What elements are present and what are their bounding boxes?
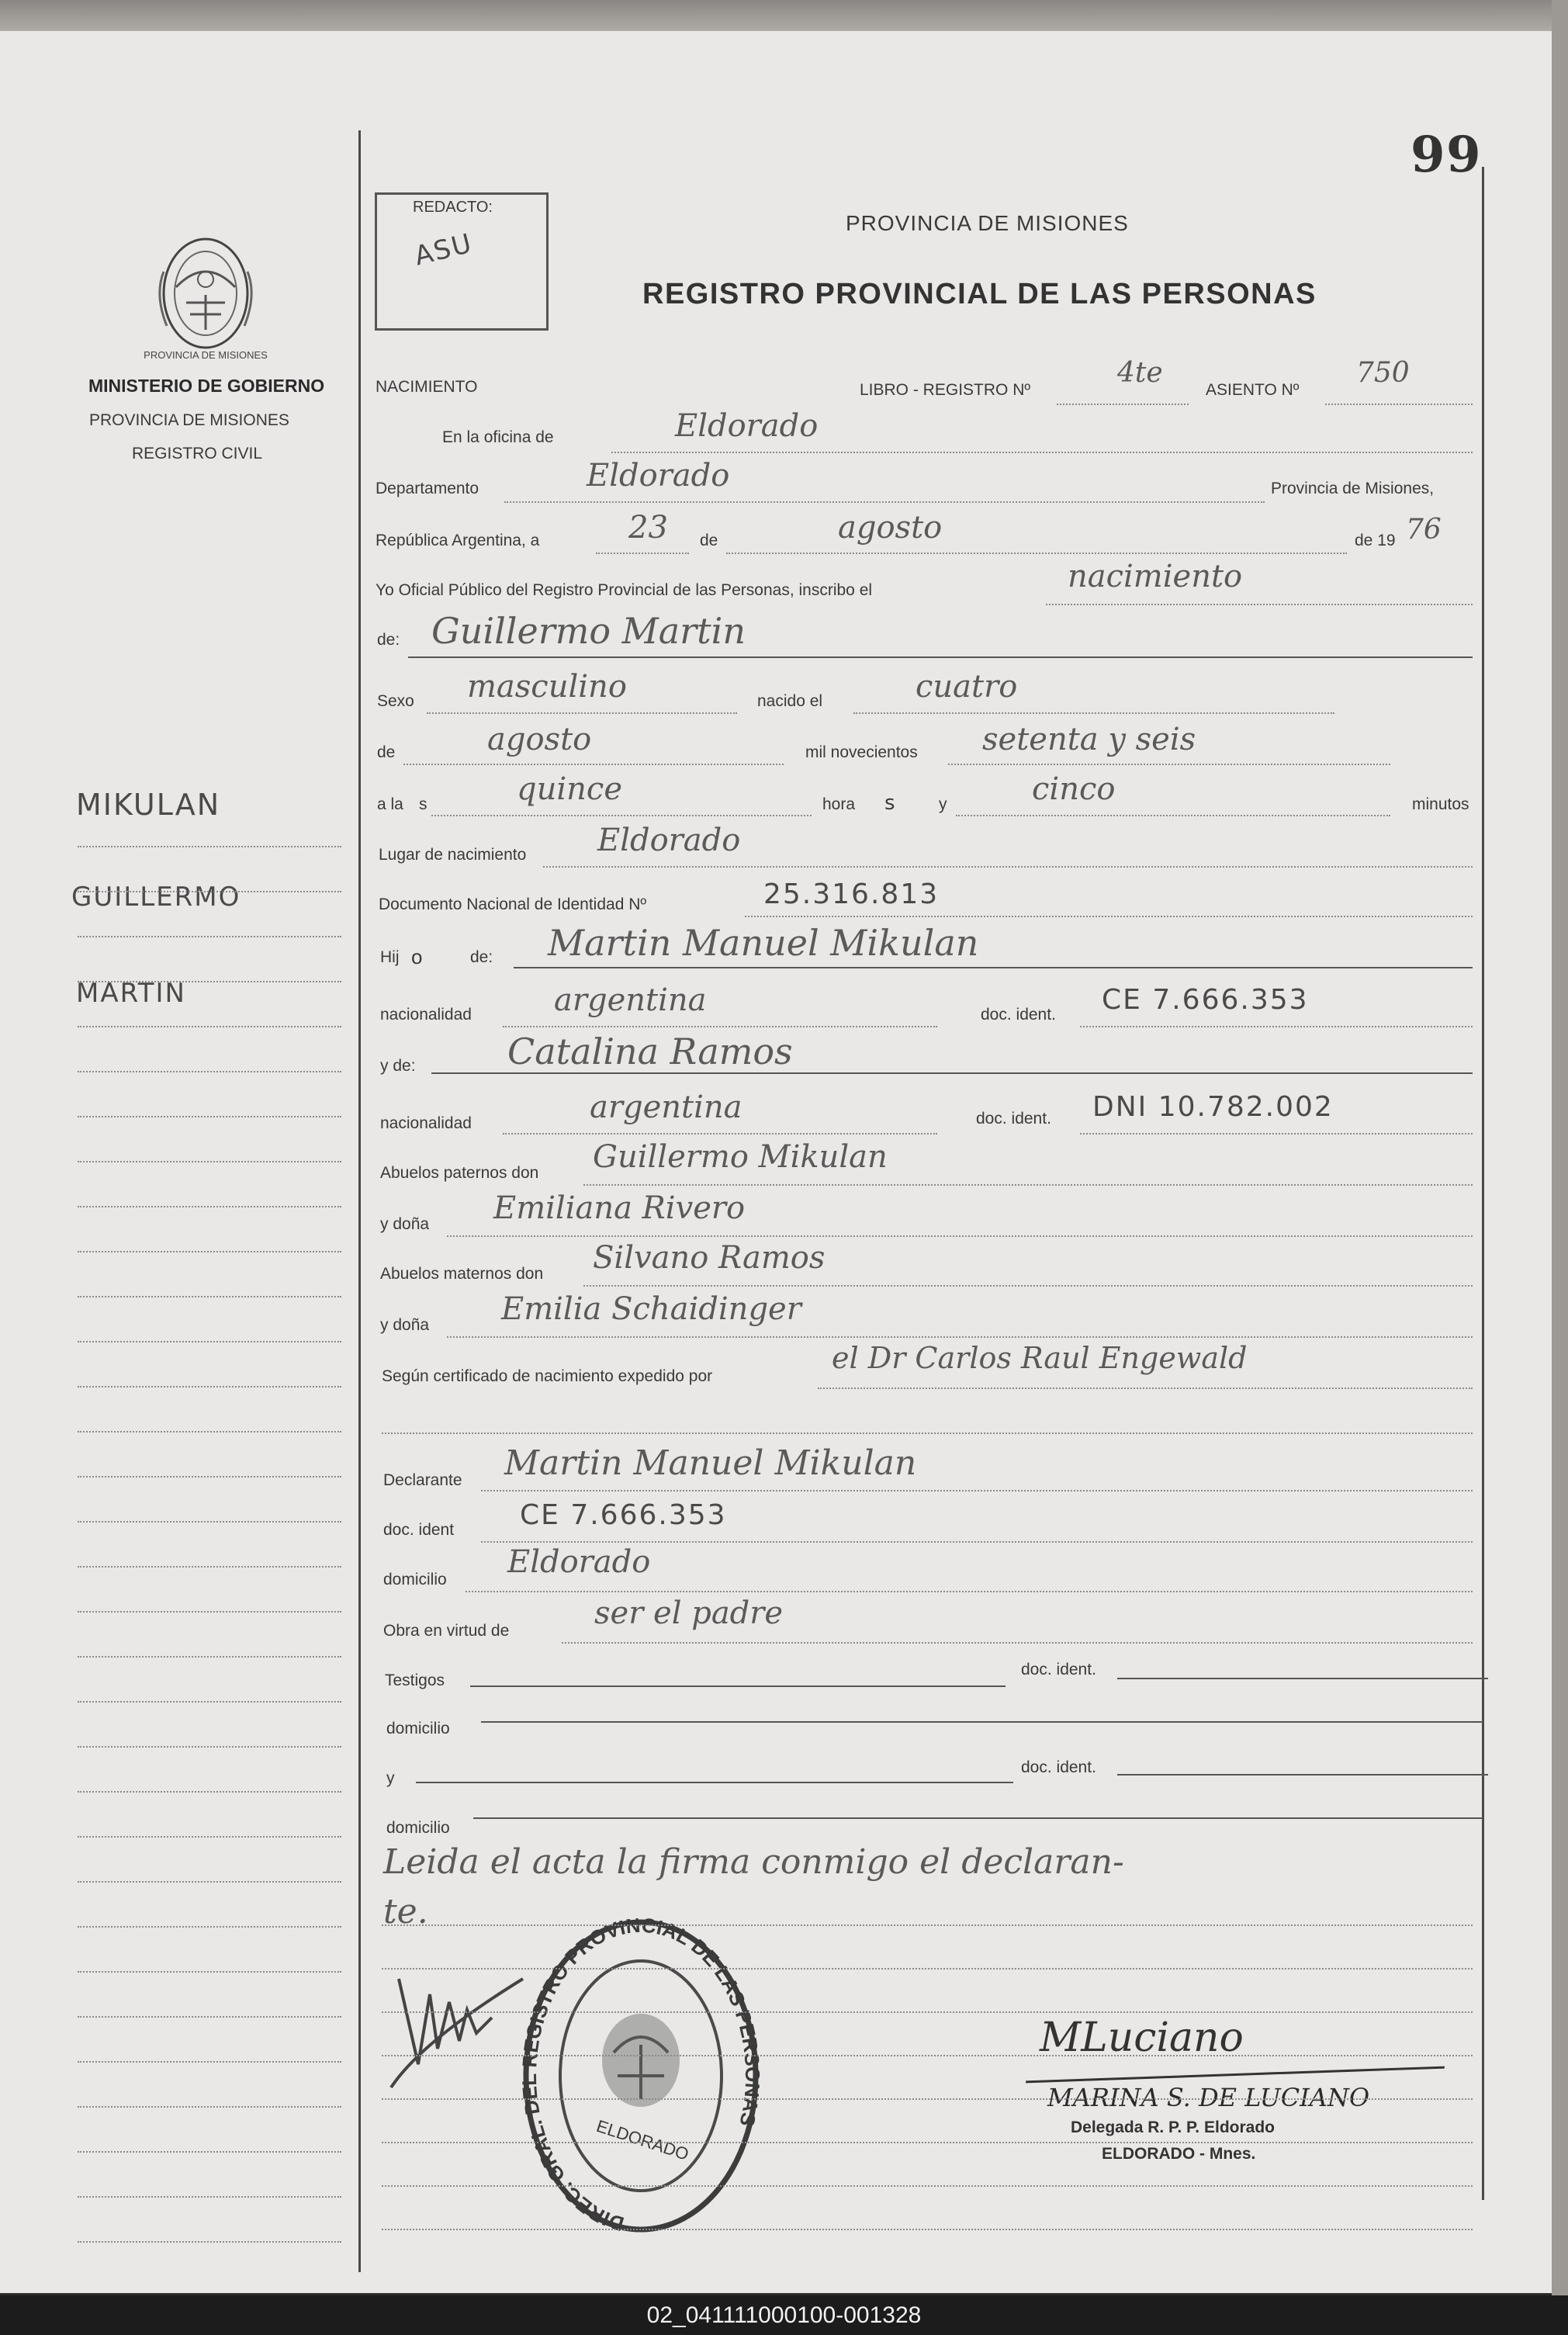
departamento-label: Departamento: [376, 480, 479, 497]
margin-rule: [78, 1431, 341, 1433]
madre-nac-label: nacionalidad: [380, 1114, 472, 1132]
nacido-year: setenta y seis: [982, 722, 1196, 757]
margin-rule: [78, 2016, 341, 2018]
margin-rule: [78, 2151, 341, 2153]
ab-pat-dona-label: y doña: [380, 1215, 430, 1233]
dots: [431, 815, 812, 816]
a-las-suffix: s: [419, 795, 427, 813]
page-number: 99: [1411, 126, 1483, 184]
official-role: Delegada R. P. P. Eldorado: [1071, 2118, 1275, 2136]
ab-mat-dona: Emilia Schaidinger: [501, 1291, 801, 1327]
testigo2-y-label: y: [386, 1769, 395, 1787]
obra-value: ser el padre: [594, 1595, 784, 1631]
nacido-label: nacido el: [757, 692, 823, 710]
ab-mat-label: Abuelos maternos don: [380, 1265, 544, 1283]
seal-label: PROVINCIA DE MISIONES: [144, 349, 268, 361]
closing-line-2: te.: [383, 1892, 428, 1931]
declarante-label: Declarante: [383, 1471, 462, 1489]
body-rule: [382, 2055, 1473, 2056]
margin-rule: [78, 1791, 341, 1793]
body-rule: [382, 2142, 1473, 2143]
dots: [745, 916, 1473, 917]
hline: [514, 967, 1473, 968]
sexo-value: masculino: [467, 669, 627, 705]
margin-rule: [78, 1386, 341, 1387]
body-rule: [382, 2011, 1473, 2013]
de2-label: de: [377, 743, 396, 761]
margin-rule: [78, 1026, 341, 1027]
madre-nacionalidad: argentina: [590, 1090, 742, 1125]
hline: [481, 1721, 1483, 1723]
dots: [503, 1133, 937, 1135]
padre-nacionalidad: argentina: [554, 982, 707, 1018]
dots: [504, 501, 1265, 503]
year-value: 76: [1406, 514, 1442, 546]
libro-value: 4te: [1117, 357, 1163, 389]
domicilio-label: domicilio: [383, 1571, 447, 1588]
de-nombre-label: de:: [377, 631, 400, 649]
libro-label: LIBRO - REGISTRO Nº: [860, 381, 1031, 399]
dots: [596, 553, 689, 554]
yo-oficial-label: Yo Oficial Público del Registro Provincial de las Personas, inscribo el: [376, 581, 873, 599]
frame-left-line: [358, 130, 361, 2272]
dots: [1046, 604, 1473, 605]
hline: [416, 1782, 1013, 1783]
record-type: NACIMIENTO: [376, 378, 478, 396]
dots: [583, 1184, 1473, 1186]
ab-mat-don: Silvano Ramos: [593, 1240, 826, 1276]
nombre-value: Guillermo Martin: [431, 610, 746, 652]
declarant-signature: [376, 1948, 538, 2103]
hline: [1117, 1678, 1488, 1679]
dots: [427, 712, 737, 714]
dots: [562, 1642, 1473, 1644]
book-edge: [1552, 0, 1568, 2297]
testigos-label: Testigos: [385, 1672, 445, 1689]
stamp-emblem: [602, 2014, 680, 2107]
ab-mat-dona-label: y doña: [380, 1316, 430, 1334]
dots: [726, 553, 1347, 554]
dots: [481, 1490, 1473, 1491]
hline: [473, 1817, 1483, 1819]
provincia-label: Provincia de Misiones,: [1271, 480, 1435, 497]
padre-nac-label: nacionalidad: [380, 1006, 472, 1024]
margin-rule: [78, 1521, 341, 1523]
departamento-value: Eldorado: [587, 458, 730, 494]
body-rule: [382, 2185, 1473, 2187]
body-rule: [382, 2229, 1473, 2230]
dots: [611, 452, 1473, 453]
dots: [447, 1235, 1473, 1237]
closing-line-1: Leida el acta la firma conmigo el declaran-: [383, 1842, 1124, 1882]
official-location: ELDORADO - Mnes.: [1102, 2145, 1256, 2163]
dots: [1325, 404, 1473, 405]
margin-rule: [78, 1836, 341, 1838]
testigo2-domicilio-label: domicilio: [386, 1819, 450, 1837]
mil-label: mil novecientos: [805, 743, 918, 761]
margin-rule: [78, 2241, 341, 2243]
a-las-label: a la: [377, 795, 403, 813]
margin-rule: [78, 1071, 341, 1072]
svg-text:DIREC. GRAL. DEL REGISTRO PROV: DIREC. GRAL. DEL REGISTRO PROVINCIAL DE LAS PERSONAS: [517, 1913, 765, 2236]
day-value: 23: [628, 510, 668, 546]
margin-rule: [78, 1566, 341, 1568]
declarante-doc: CE 7.666.353: [520, 1499, 727, 1531]
ab-pat-don: Guillermo Mikulan: [593, 1139, 888, 1175]
hline: [431, 1072, 1473, 1074]
margin-rule: [78, 1656, 341, 1658]
ministry-registry: REGISTRO CIVIL: [132, 445, 263, 462]
dots: [818, 1387, 1473, 1389]
ab-pat-label: Abuelos paternos don: [380, 1164, 539, 1182]
margin-rule: [78, 2196, 341, 2198]
registry-title: REGISTRO PROVINCIAL DE LAS PERSONAS: [642, 278, 1317, 310]
madre-value: Catalina Ramos: [507, 1031, 793, 1072]
date-de-label: de: [700, 532, 718, 549]
margin-rule: [78, 1206, 341, 1207]
registry-stamp: [517, 1913, 765, 2239]
svg-text:ELDORADO: ELDORADO: [594, 2115, 691, 2164]
margin-rule: [78, 1746, 341, 1748]
margin-first-name: GUILLERMO: [71, 882, 241, 913]
sexo-label: Sexo: [377, 692, 414, 710]
hline: [1117, 1774, 1488, 1776]
dots: [583, 1285, 1473, 1287]
official-signature: MLuciano: [1040, 2015, 1244, 2061]
margin-rule: [78, 1251, 341, 1252]
horas-suffix: s: [884, 792, 895, 815]
hline: [408, 657, 1473, 658]
dots: [382, 1433, 1473, 1434]
month-value: agosto: [838, 510, 943, 546]
nacido-month: agosto: [487, 722, 592, 757]
dni-label: Documento Nacional de Identidad Nº: [379, 896, 647, 913]
asiento-label: ASIENTO Nº: [1206, 381, 1300, 399]
official-name: MARINA S. DE LUCIANO: [1047, 2083, 1370, 2112]
margin-rule: [78, 1881, 341, 1883]
testigo1-domicilio-label: domicilio: [386, 1720, 450, 1737]
margin-rule: [78, 936, 341, 937]
horas-label: hora: [822, 795, 856, 813]
margin-rule: [78, 1116, 341, 1117]
ab-pat-dona: Emiliana Rivero: [493, 1190, 746, 1226]
dots: [1080, 1133, 1473, 1135]
oficina-label: En la oficina de: [442, 428, 554, 446]
dots: [853, 712, 1334, 714]
dots: [466, 1591, 1473, 1592]
lugar-value: Eldorado: [597, 823, 741, 858]
margin-rule: [78, 1296, 341, 1297]
redacto-label: REDACTO:: [413, 199, 493, 216]
testigo2-doc-label: doc. ident.: [1021, 1758, 1096, 1776]
body-rule: [382, 1924, 1473, 1926]
margin-rule: [78, 981, 341, 982]
hline: [1026, 2067, 1445, 2084]
dots: [447, 1336, 1473, 1338]
y-de-label: y de:: [380, 1057, 416, 1075]
margin-rule: [78, 1971, 341, 1973]
dots: [543, 866, 1473, 868]
dots: [503, 1026, 937, 1027]
certificado-label: Según certificado de nacimiento expedido por: [382, 1367, 713, 1385]
dots: [1080, 1026, 1473, 1027]
declarante-doc-label: doc. ident: [383, 1521, 455, 1539]
minutos-label: minutos: [1412, 795, 1469, 813]
inscribo-value: nacimiento: [1068, 559, 1243, 594]
margin-rule: [78, 1611, 341, 1613]
margin-rule: [78, 1341, 341, 1342]
frame-right-line: [1482, 167, 1484, 2200]
hora-value: quince: [517, 771, 622, 807]
redacto-initials: ASU: [411, 227, 476, 272]
dots: [481, 1541, 1473, 1543]
dni-value: 25.316.813: [763, 878, 940, 910]
body-rule: [382, 1968, 1473, 1970]
margin-rule: [78, 891, 341, 892]
coat-of-arms-seal: [144, 225, 268, 365]
hijo-suffix: o: [411, 945, 423, 968]
republica-label: República Argentina, a: [376, 532, 540, 549]
asiento-value: 750: [1356, 357, 1410, 389]
certificado-value: el Dr Carlos Raul Engewald: [832, 1341, 1248, 1375]
margin-rule: [78, 1701, 341, 1703]
margin-rule: [78, 1926, 341, 1928]
province-heading: PROVINCIA DE MISIONES: [846, 211, 1129, 235]
margin-rule: [78, 1476, 341, 1478]
domicilio-value: Eldorado: [507, 1544, 651, 1580]
dots: [1057, 404, 1189, 405]
dots: [956, 815, 1390, 816]
padre-doc: CE 7.666.353: [1102, 984, 1309, 1016]
year-label: de 19: [1355, 532, 1396, 549]
y-label: y: [939, 795, 947, 813]
hijo-de-label: de:: [470, 948, 493, 966]
margin-rule: [78, 2106, 341, 2108]
nacido-value: cuatro: [916, 669, 1018, 705]
madre-doc-label: doc. ident.: [976, 1110, 1051, 1128]
lugar-label: Lugar de nacimiento: [379, 846, 527, 864]
ministry-province: PROVINCIA DE MISIONES: [89, 411, 289, 429]
obra-label: Obra en virtud de: [383, 1622, 510, 1640]
margin-rule: [78, 846, 341, 847]
hline: [470, 1685, 1006, 1687]
oficina-value: Eldorado: [675, 408, 819, 444]
margin-surname: MIKULAN: [76, 788, 221, 822]
file-id-footer: 02_041111000100-001328: [0, 2295, 1568, 2335]
margin-rule: [78, 1161, 341, 1162]
document-page: [0, 31, 1552, 2293]
padre-value: Martin Manuel Mikulan: [548, 922, 979, 964]
margin-rule: [78, 2061, 341, 2063]
dots: [948, 764, 1390, 765]
dots: [403, 764, 784, 765]
testigos-doc-label: doc. ident.: [1021, 1661, 1096, 1678]
declarante-value: Martin Manuel Mikulan: [504, 1443, 917, 1483]
body-rule: [382, 2098, 1473, 2100]
margin-middle-name: MARTIN: [76, 978, 186, 1009]
hijo-label: Hij: [380, 948, 400, 966]
minutos-value: cinco: [1032, 771, 1116, 807]
madre-doc: DNI 10.782.002: [1092, 1091, 1334, 1123]
ministry-title: MINISTERIO DE GOBIERNO: [88, 376, 325, 396]
padre-doc-label: doc. ident.: [981, 1006, 1056, 1024]
